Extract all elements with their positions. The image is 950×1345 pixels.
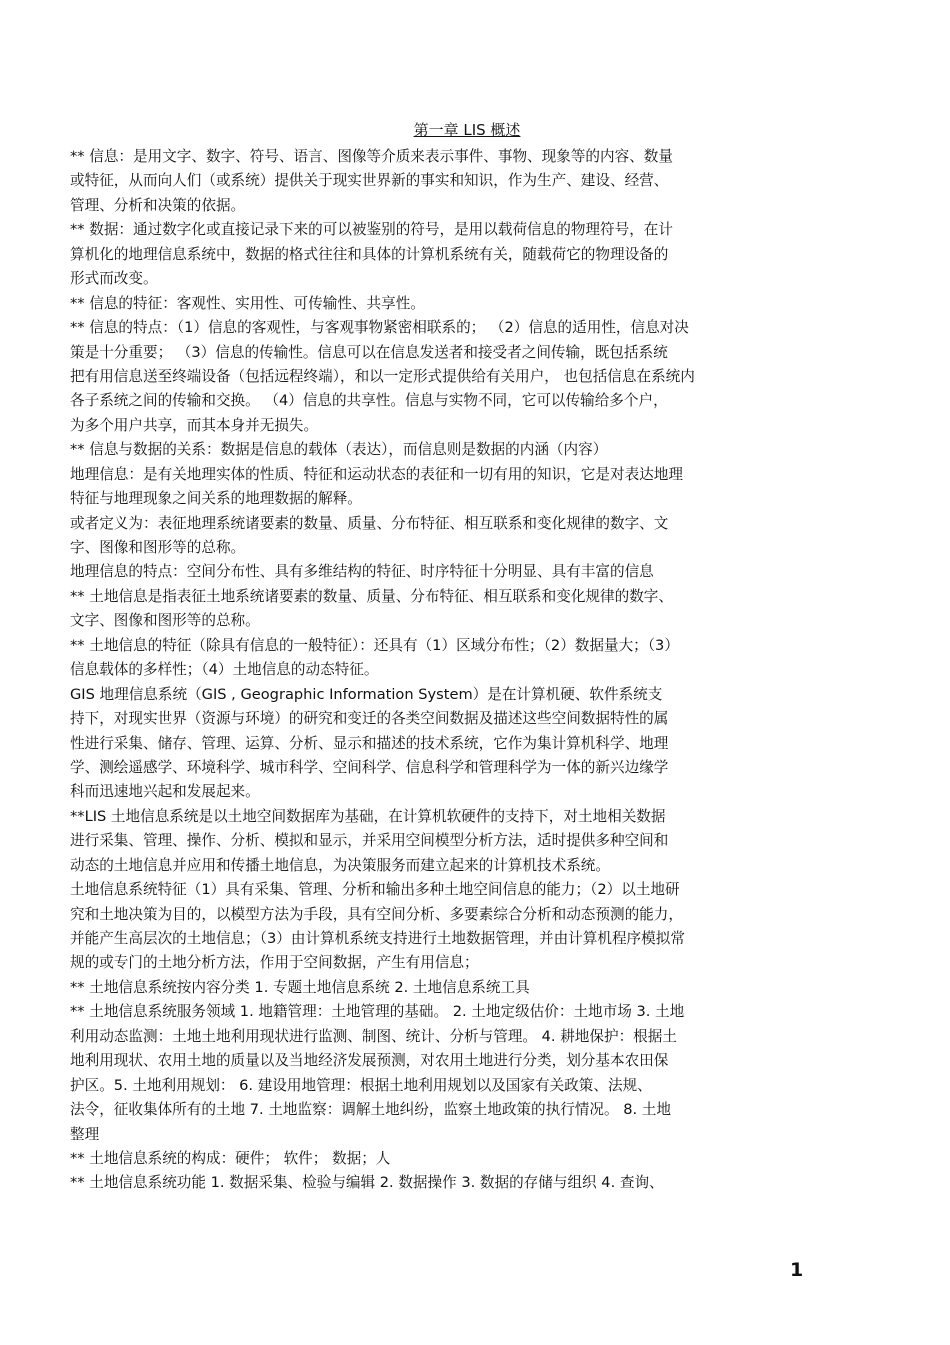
text-line: 特征与地理现象之间关系的地理数据的解释。 [70,490,362,508]
document-body [70,145,870,1196]
text-line: 土地信息系统特征（1）具有采集、管理、分析和输出多种土地空间信息的能力；（2）以土地研 [70,881,680,899]
text-line: ** 信息的特征：客观性、实用性、可传输性、共享性。 [70,294,425,312]
text-line: 法令，征收集体所有的土地 7. 土地监察：调解土地纠纷，监察土地政策的执行情况。 8. 土地 [70,1101,671,1119]
text-line: ** 信息与数据的关系：数据是信息的载体（表达），而信息则是数据的内涵（内容） [70,441,608,459]
text-line: GIS 地理信息系统（GIS , Geographic Information System）是在计算机硬、软件系统支 [70,685,663,703]
text-line: 管理、分析和决策的依据。 [70,196,246,214]
text-line: 持下，对现实世界（资源与环境）的研究和变迁的各类空间数据及描述这些空间数据特性的属 [70,710,669,728]
text-line: 策是十分重要； （3）信息的传输性。信息可以在信息发送者和接受者之间传输，既包括系统 [70,343,668,361]
text-line: 护区。5. 土地利用规划： 6. 建设用地管理：根据土地利用规划以及国家有关政策、法规、 [70,1076,652,1094]
text-line: 为多个用户共享，而其本身并无损失。 [70,416,319,434]
text-line: ** 土地信息系统功能 1. 数据采集、检验与编辑 2. 数据操作 3. 数据的存储与组织 4. 查询、 [70,1174,664,1192]
text-line: 科而迅速地兴起和发展起来。 [70,783,260,801]
text-line: 整理 [70,1125,100,1143]
text-line: ** 土地信息系统按内容分类 1. 专题土地信息系统 2. 土地信息系统工具 [70,978,530,996]
text-line: 动态的土地信息并应用和传播土地信息，为决策服务而建立起来的计算机技术系统。 [70,856,610,874]
text-line: **LIS 土地信息系统是以土地空间数据库为基础，在计算机软硬件的支持下，对土地相关数据 [70,807,666,825]
text-line: 信息载体的多样性；（4）土地信息的动态特征。 [70,661,379,679]
text-line: 规的或专门的土地分析方法，作用于空间数据，产生有用信息； [70,954,479,972]
text-line: 学、测绘遥感学、环境科学、城市科学、空间科学、信息科学和管理科学为一体的新兴边缘学 [70,758,669,776]
text-line: 性进行采集、储存、管理、运算、分析、显示和描述的技术系统，它作为集计算机科学、地理 [70,734,669,752]
text-line: 各子系统之间的传输和交换。 （4）信息的共享性。信息与实物不同，它可以传输给多个户， [70,392,668,410]
text-line: ** 信息：是用文字、数字、符号、语言、图像等介质来表示事件、事物、现象等的内容、数量 [70,148,673,165]
text-line: 或者定义为：表征地理系统诸要素的数量、质量、分布特征、相互联系和变化规律的数字、文 [70,514,669,532]
chapter-title: 第一章 LIS 概述 [413,121,521,139]
text-line: 地利用现状、农用土地的质量以及当地经济发展预测，对农用土地进行分类，划分基本农田保 [70,1052,669,1070]
text-line: 字、图像和图形等的总称。 [70,539,246,556]
text-line: 把有用信息送至终端设备（包括远程终端），和以一定形式提供给有关用户， 也包括信息在系统内 [70,367,695,385]
text-line: 究和土地决策为目的，以模型方法为手段，具有空间分析、多要素综合分析和动态预测的能力， [70,905,683,923]
text-line: 进行采集、管理、操作、分析、模拟和显示，并采用空间模型分析方法，适时提供多种空间和 [70,832,669,850]
text-line: 地理信息：是有关地理实体的性质、特征和运动状态的表征和一切有用的知识，它是对表达地理 [70,465,683,483]
text-line: 或特征，从而向人们（或系统）提供关于现实世界新的事实和知识，作为生产、建设、经营、 [70,172,669,190]
page-number: 1 [790,1259,804,1281]
text-line: 利用动态监测：土地土地利用现状进行监测、制图、统计、分析与管理。 4. 耕地保护：根据土 [70,1027,677,1045]
text-line: ** 信息的特点：（1）信息的客观性，与客观事物紧密相联系的； （2）信息的适用性，信息对决 [70,319,689,337]
text-line: 地理信息的特点：空间分布性、具有多维结构的特征、时序特征十分明显、具有丰富的信息 [70,563,654,581]
text-line: ** 土地信息的特征（除具有信息的一般特征）：还具有（1）区域分布性；（2）数据量大；（3） [70,636,679,654]
text-line: ** 土地信息系统服务领域 1. 地籍管理：土地管理的基础。 2. 土地定级估价：土地市场 3. 土地 [70,1003,685,1021]
text-line: ** 土地信息系统的构成：硬件； 软件； 数据；人 [70,1149,391,1167]
text-line: 算机化的地理信息系统中，数据的格式往往和具体的计算机系统有关，随载荷它的物理设备的 [70,245,669,263]
text-line: ** 土地信息是指表征土地系统诸要素的数量、质量、分布特征、相互联系和变化规律的数字、 [70,587,673,605]
text-line: 形式而改变。 [70,270,158,288]
text-line: ** 数据：通过数字化或直接记录下来的可以被鉴别的符号，是用以载荷信息的物理符号，在计 [70,221,673,239]
text-line: 文字、图像和图形等的总称。 [70,612,260,630]
text-line: 并能产生高层次的土地信息；（3）由计算机系统支持进行土地数据管理，并由计算机程序模拟常 [70,930,685,947]
